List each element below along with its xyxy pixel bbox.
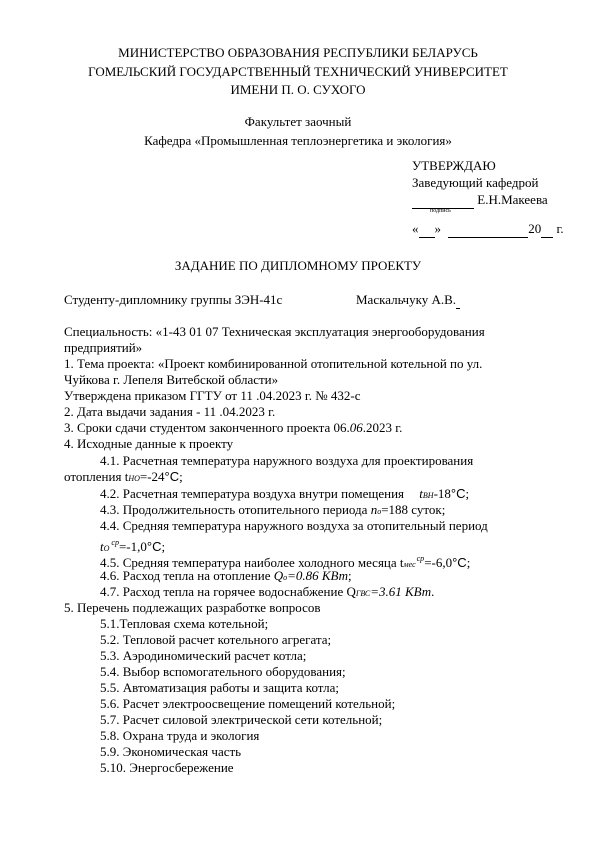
item-4-4-unit: °С	[146, 539, 162, 554]
list-item: 5.9. Экономическая часть	[100, 744, 242, 759]
item-4-1-line-1: 4.1. Расчетная температура наружного воздуха для проектирования	[100, 453, 474, 468]
item-4-3-prefix: 4.3. Продолжительность отопительного периода	[100, 502, 368, 517]
initial-data-heading: 4. Исходные данные к проекту	[64, 436, 234, 451]
university-name: ИМЕНИ П. О. СУХОГО	[230, 82, 366, 97]
university-heading: ГОМЕЛЬСКИЙ ГОСУДАРСТВЕННЫЙ ТЕХНИЧЕСКИЙ УНИВЕРСИТЕТ	[88, 64, 508, 79]
list-item: 5.2. Тепловой расчет котельного агрегата;	[100, 632, 332, 647]
list-item: 5.6. Расчет электроосвещение помещений котельной;	[100, 696, 396, 711]
item-4-1-prefix: отопления t	[64, 469, 129, 484]
item-4-6-symbol: Q	[273, 568, 284, 583]
issue-date: 2. Дата выдачи задания - 11 .04.2023 г.	[64, 404, 276, 419]
item-4-4-symbol: t	[100, 539, 104, 554]
deadline-month: 06	[349, 420, 363, 435]
item-4-1-end: ;	[179, 469, 183, 484]
item-4-3-value: =188 суток;	[381, 502, 446, 517]
item-4-5-sub: мес	[403, 560, 416, 569]
topic-order: Утверждена приказом ГГТУ от 11 .04.2023 г. № 432-с	[64, 388, 361, 403]
item-4-2-unit: °С	[450, 486, 466, 501]
student-name-text: Маскальчуку А.В.	[356, 292, 457, 307]
month-blank	[448, 221, 528, 238]
item-4-4-sub: О	[103, 544, 110, 553]
name-underline	[456, 292, 460, 309]
document-title: ЗАДАНИЕ ПО ДИПЛОМНОМУ ПРОЕКТУ	[174, 258, 422, 273]
student-name	[356, 292, 460, 309]
day-blank	[419, 221, 435, 238]
list-item: 5.4. Выбор вспомогательного оборудования;	[100, 664, 346, 679]
item-4-5-unit: °С	[452, 555, 467, 570]
item-4-4-line-1: 4.4. Средняя температура наружного воздуха за отопительный период	[100, 518, 488, 533]
item-4-5-sup: ср	[416, 554, 425, 563]
item-4-1-value: =-24	[139, 469, 165, 484]
ministry-heading: МИНИСТЕРСТВО ОБРАЗОВАНИЯ РЕСПУБЛИКИ БЕЛАРУСЬ	[118, 45, 478, 60]
deadline-suffix: .2023 г.	[362, 420, 403, 435]
item-4-2-value: -18	[433, 486, 451, 501]
item-4-6-end: ;	[348, 568, 352, 583]
item-4-1-line-2	[64, 469, 183, 487]
list-item: 5.10. Энергосбережение	[100, 760, 234, 775]
list-item: 5.7. Расчет силовой электрической сети котельной;	[100, 712, 383, 727]
item-4-6-sub: о	[283, 573, 288, 582]
item-4-6-value: =0.86 КВт	[287, 568, 349, 583]
item-4-7-sub: ГВС	[355, 589, 371, 598]
item-4-4-end: ;	[161, 539, 166, 554]
department-name: Кафедра «Промышленная теплоэнергетика и экология»	[144, 133, 452, 148]
item-4-2-sub: ВН	[422, 491, 434, 500]
item-4-4-value: =-1,0	[118, 539, 147, 554]
item-4-3-symbol: n	[370, 502, 378, 517]
student-group: Студенту-дипломнику группы ЗЭН-41с	[64, 292, 283, 307]
item-4-2-end: ;	[465, 486, 470, 501]
item-4-5-value: =-6,0	[424, 555, 453, 570]
item-4-5-end: ;	[466, 555, 471, 570]
specialty-line-2: предприятий»	[64, 340, 143, 355]
year-suffix: г.	[556, 221, 564, 236]
item-4-7-prefix: 4.7. Расход тепла на горячее водоснабжение Q	[100, 584, 356, 599]
approve-date-line	[412, 221, 564, 238]
date-close-quote: »	[434, 221, 441, 236]
year-prefix: 20	[528, 221, 542, 236]
faculty-name: Факультет заочный	[244, 114, 352, 129]
item-4-5-prefix: 4.5. Средняя температура наиболее холодного месяца t	[100, 555, 404, 570]
item-4-7-value: =3.61 КВт.	[370, 584, 435, 599]
item-4-6-prefix: 4.6. Расход тепла на отопление	[100, 568, 271, 583]
approver-name: Е.Н.Макеева	[477, 192, 548, 207]
topic-line-2: Чуйкова г. Лепеля Витебской области»	[64, 372, 279, 387]
date-open-quote: «	[412, 221, 419, 236]
list-item: 5.1.Тепловая схема котельной;	[100, 616, 269, 631]
year-blank	[541, 221, 553, 238]
approve-title: УТВЕРЖДАЮ	[412, 158, 496, 173]
topics-heading: 5. Перечень подлежащих разработке вопросов	[64, 600, 321, 615]
topic-line-1: 1. Тема проекта: «Проект комбинированной отопительной котельной по ул.	[64, 356, 483, 371]
list-item: 5.5. Автоматизация работы и защита котла;	[100, 680, 340, 695]
deadline-prefix: 3. Сроки сдачи студентом законченного проекта 06.	[64, 420, 350, 435]
deadline	[64, 420, 402, 436]
item-4-2-text: 4.2. Расчетная температура воздуха внутри помещения	[100, 486, 405, 501]
item-4-4-sup: ср	[111, 538, 119, 547]
specialty-line-1: Специальность: «1-43 01 07 Техническая эксплуатация энергооборудования	[64, 324, 485, 339]
item-4-1-sub: НО	[128, 474, 140, 483]
item-4-2-symbol: t	[419, 486, 423, 501]
list-item: 5.8. Охрана труда и экология	[100, 728, 260, 743]
item-4-1-unit: °С	[164, 469, 180, 484]
signature-caption: подпись	[430, 208, 451, 214]
item-4-3-sub: о	[377, 507, 382, 516]
approve-role: Заведующий кафедрой	[412, 175, 539, 190]
list-item: 5.3. Аэродиномический расчет котла;	[100, 648, 307, 663]
